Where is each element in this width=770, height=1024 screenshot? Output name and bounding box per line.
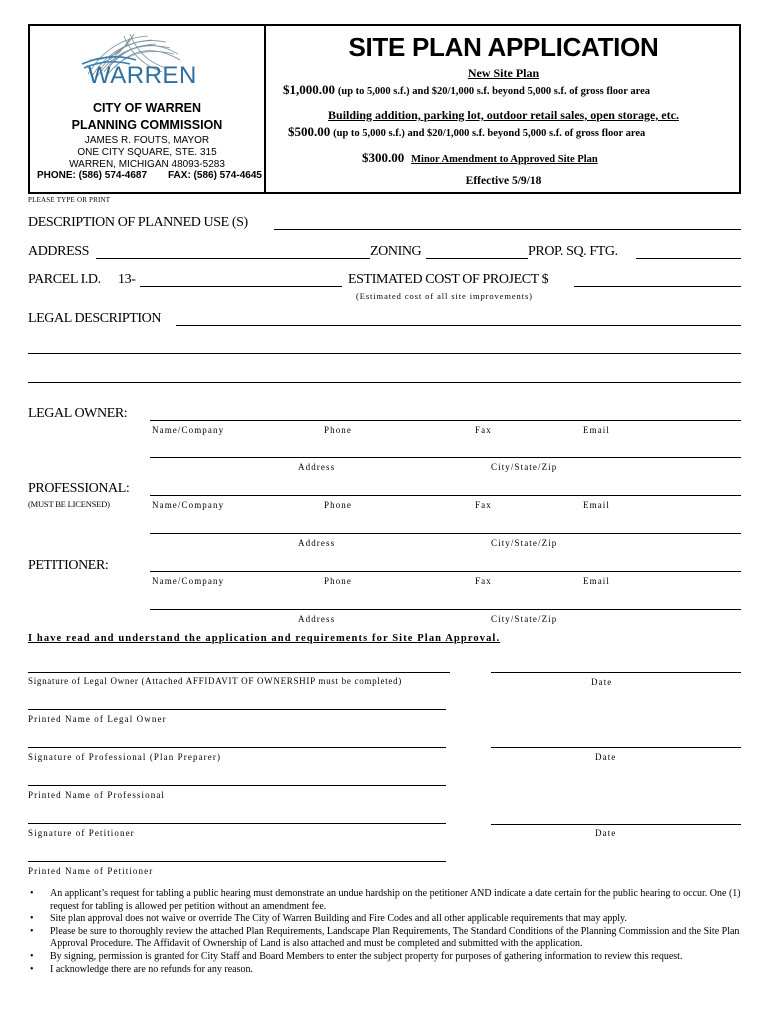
cost-field[interactable] bbox=[574, 286, 741, 287]
legal-owner-email-caption: Email bbox=[583, 425, 610, 435]
petitioner-label: PETITIONER: bbox=[28, 558, 109, 573]
legal-owner-date-caption: Date bbox=[591, 677, 613, 687]
professional-city-caption: City/State/Zip bbox=[491, 538, 558, 548]
petitioner-address-caption: Address bbox=[298, 614, 336, 624]
legal-owner-printed-field[interactable] bbox=[28, 709, 446, 710]
petitioner-date-field[interactable] bbox=[491, 824, 741, 825]
page-title: SITE PLAN APPLICATION bbox=[348, 32, 659, 62]
sqft-field[interactable] bbox=[636, 258, 741, 259]
address-line-1: ONE CITY SQUARE, STE. 315 bbox=[77, 147, 217, 158]
org-name: CITY OF WARREN bbox=[92, 101, 202, 115]
petitioner-city-caption: City/State/Zip bbox=[491, 614, 558, 624]
logo-text: WARREN bbox=[88, 62, 197, 89]
petitioner-field[interactable] bbox=[150, 571, 741, 572]
professional-phone-caption: Phone bbox=[324, 500, 352, 510]
please-type-note: PLEASE TYPE OR PRINT bbox=[28, 196, 111, 204]
notes-list bbox=[28, 888, 766, 976]
cost-label: ESTIMATED COST OF PROJECT $ bbox=[348, 272, 549, 287]
professional-address-field[interactable] bbox=[150, 533, 741, 534]
building-addition-heading: Building addition, parking lot, outdoor retail sales, open storage, etc. bbox=[328, 108, 679, 122]
fee-3-detail: Minor Amendment to Approved Site Plan bbox=[411, 154, 598, 165]
professional-date-field[interactable] bbox=[491, 747, 741, 748]
professional-signature-caption: Signature of Professional (Plan Preparer) bbox=[28, 752, 222, 762]
phone-line: PHONE: (586) 574-4687 bbox=[37, 170, 148, 181]
professional-printed-caption: Printed Name of Professional bbox=[28, 790, 166, 800]
petitioner-email-caption: Email bbox=[583, 576, 610, 586]
effective-date: Effective 5/9/18 bbox=[465, 175, 542, 187]
parcel-label: PARCEL I.D. bbox=[28, 272, 101, 287]
petitioner-printed-caption: Printed Name of Petitioner bbox=[28, 866, 154, 876]
address-line-2: WARREN, MICHIGAN 48093-5283 bbox=[69, 159, 225, 170]
note-item: • An applicant’s request for tabling a public hearing must demonstrate an undue hardship on the petitioner AND indicate a date certain for the public hearing to occur. One (1) request for tabling is allowed per petition without an amendment fee. bbox=[50, 888, 766, 913]
legal-owner-signature-caption: Signature of Legal Owner (Attached AFFIDAVIT OF OWNERSHIP must be completed) bbox=[28, 676, 402, 686]
professional-name-caption: Name/Company bbox=[152, 500, 225, 510]
fee-2-detail: (up to 5,000 s.f.) and $20/1,000 s.f. beyond 5,000 s.f. of gross floor area bbox=[333, 128, 646, 139]
legal-description-field-3[interactable] bbox=[28, 382, 741, 383]
legal-owner-name-caption: Name/Company bbox=[152, 425, 225, 435]
professional-signature-field[interactable] bbox=[28, 747, 446, 748]
professional-note: (MUST BE LICENSED) bbox=[28, 499, 110, 509]
professional-label: PROFESSIONAL: bbox=[28, 481, 130, 496]
legal-owner-field[interactable] bbox=[150, 420, 741, 421]
legal-description-field-1[interactable] bbox=[176, 325, 741, 326]
fax-line: FAX: (586) 574-4645 bbox=[168, 170, 262, 181]
fee-2-amount: $500.00 bbox=[288, 124, 331, 139]
professional-address-caption: Address bbox=[298, 538, 336, 548]
professional-email-caption: Email bbox=[583, 500, 610, 510]
legal-owner-label: LEGAL OWNER: bbox=[28, 406, 128, 421]
fee-1-detail: (up to 5,000 s.f.) and $20/1,000 s.f. beyond 5,000 s.f. of gross floor area bbox=[337, 86, 650, 97]
org-department: PLANNING COMMISSION bbox=[71, 118, 223, 132]
zoning-field[interactable] bbox=[426, 258, 528, 259]
petitioner-address-field[interactable] bbox=[150, 609, 741, 610]
fee-3-amount: $300.00 bbox=[362, 150, 405, 165]
fee-1 bbox=[283, 82, 743, 98]
legal-owner-address-field[interactable] bbox=[150, 457, 741, 458]
legal-owner-phone-caption: Phone bbox=[324, 425, 352, 435]
fee-3 bbox=[362, 150, 742, 166]
petitioner-signature-field[interactable] bbox=[28, 823, 446, 824]
professional-field[interactable] bbox=[150, 495, 741, 496]
note-item: • I acknowledge there are no refunds for any reason. bbox=[50, 964, 766, 977]
legal-owner-date-field[interactable] bbox=[491, 672, 741, 673]
parcel-field[interactable] bbox=[140, 286, 342, 287]
acknowledgement-statement: I have read and understand the application and requirements for Site Plan Approval. bbox=[28, 633, 501, 644]
fee-1-amount: $1,000.00 bbox=[283, 82, 335, 97]
legal-owner-printed-caption: Printed Name of Legal Owner bbox=[28, 714, 167, 724]
petitioner-printed-field[interactable] bbox=[28, 861, 446, 862]
description-label: DESCRIPTION OF PLANNED USE (S) bbox=[28, 215, 248, 230]
address-field[interactable] bbox=[96, 258, 370, 259]
note-item: • Please be sure to thoroughly review the attached Plan Requirements, Landscape Plan Requirements, The Standard Conditions of the Planning Commission and the Site Plan Approval Procedure. The Affidavit of Ownership of Land is also attached and must be completed and submitted with the application. bbox=[50, 926, 766, 951]
petitioner-date-caption: Date bbox=[595, 828, 617, 838]
legal-owner-city-caption: City/State/Zip bbox=[491, 462, 558, 472]
mayor-line: JAMES R. FOUTS, MAYOR bbox=[84, 135, 210, 146]
petitioner-phone-caption: Phone bbox=[324, 576, 352, 586]
cost-note: (Estimated cost of all site improvements) bbox=[356, 291, 533, 301]
sqft-label: PROP. SQ. FTG. bbox=[528, 244, 618, 259]
professional-date-caption: Date bbox=[595, 752, 617, 762]
legal-owner-address-caption: Address bbox=[298, 462, 336, 472]
parcel-prefix: 13- bbox=[118, 272, 136, 287]
petitioner-fax-caption: Fax bbox=[475, 576, 492, 586]
legal-owner-signature-field[interactable] bbox=[28, 672, 450, 673]
new-site-plan-heading: New Site Plan bbox=[467, 66, 540, 80]
petitioner-signature-caption: Signature of Petitioner bbox=[28, 828, 135, 838]
note-item: • By signing, permission is granted for City Staff and Board Members to enter the subject property for purposes of gathering information to review this request. bbox=[50, 951, 766, 964]
description-field[interactable] bbox=[274, 229, 741, 230]
legal-owner-fax-caption: Fax bbox=[475, 425, 492, 435]
petitioner-name-caption: Name/Company bbox=[152, 576, 225, 586]
note-item: • Site plan approval does not waive or override The City of Warren Building and Fire Codes and all other applicable requirements that may apply. bbox=[50, 913, 766, 926]
zoning-label: ZONING bbox=[370, 244, 422, 259]
professional-fax-caption: Fax bbox=[475, 500, 492, 510]
professional-printed-field[interactable] bbox=[28, 785, 446, 786]
address-label: ADDRESS bbox=[28, 244, 89, 259]
fee-2 bbox=[288, 124, 743, 140]
legal-description-label: LEGAL DESCRIPTION bbox=[28, 311, 162, 326]
legal-description-field-2[interactable] bbox=[28, 353, 741, 354]
